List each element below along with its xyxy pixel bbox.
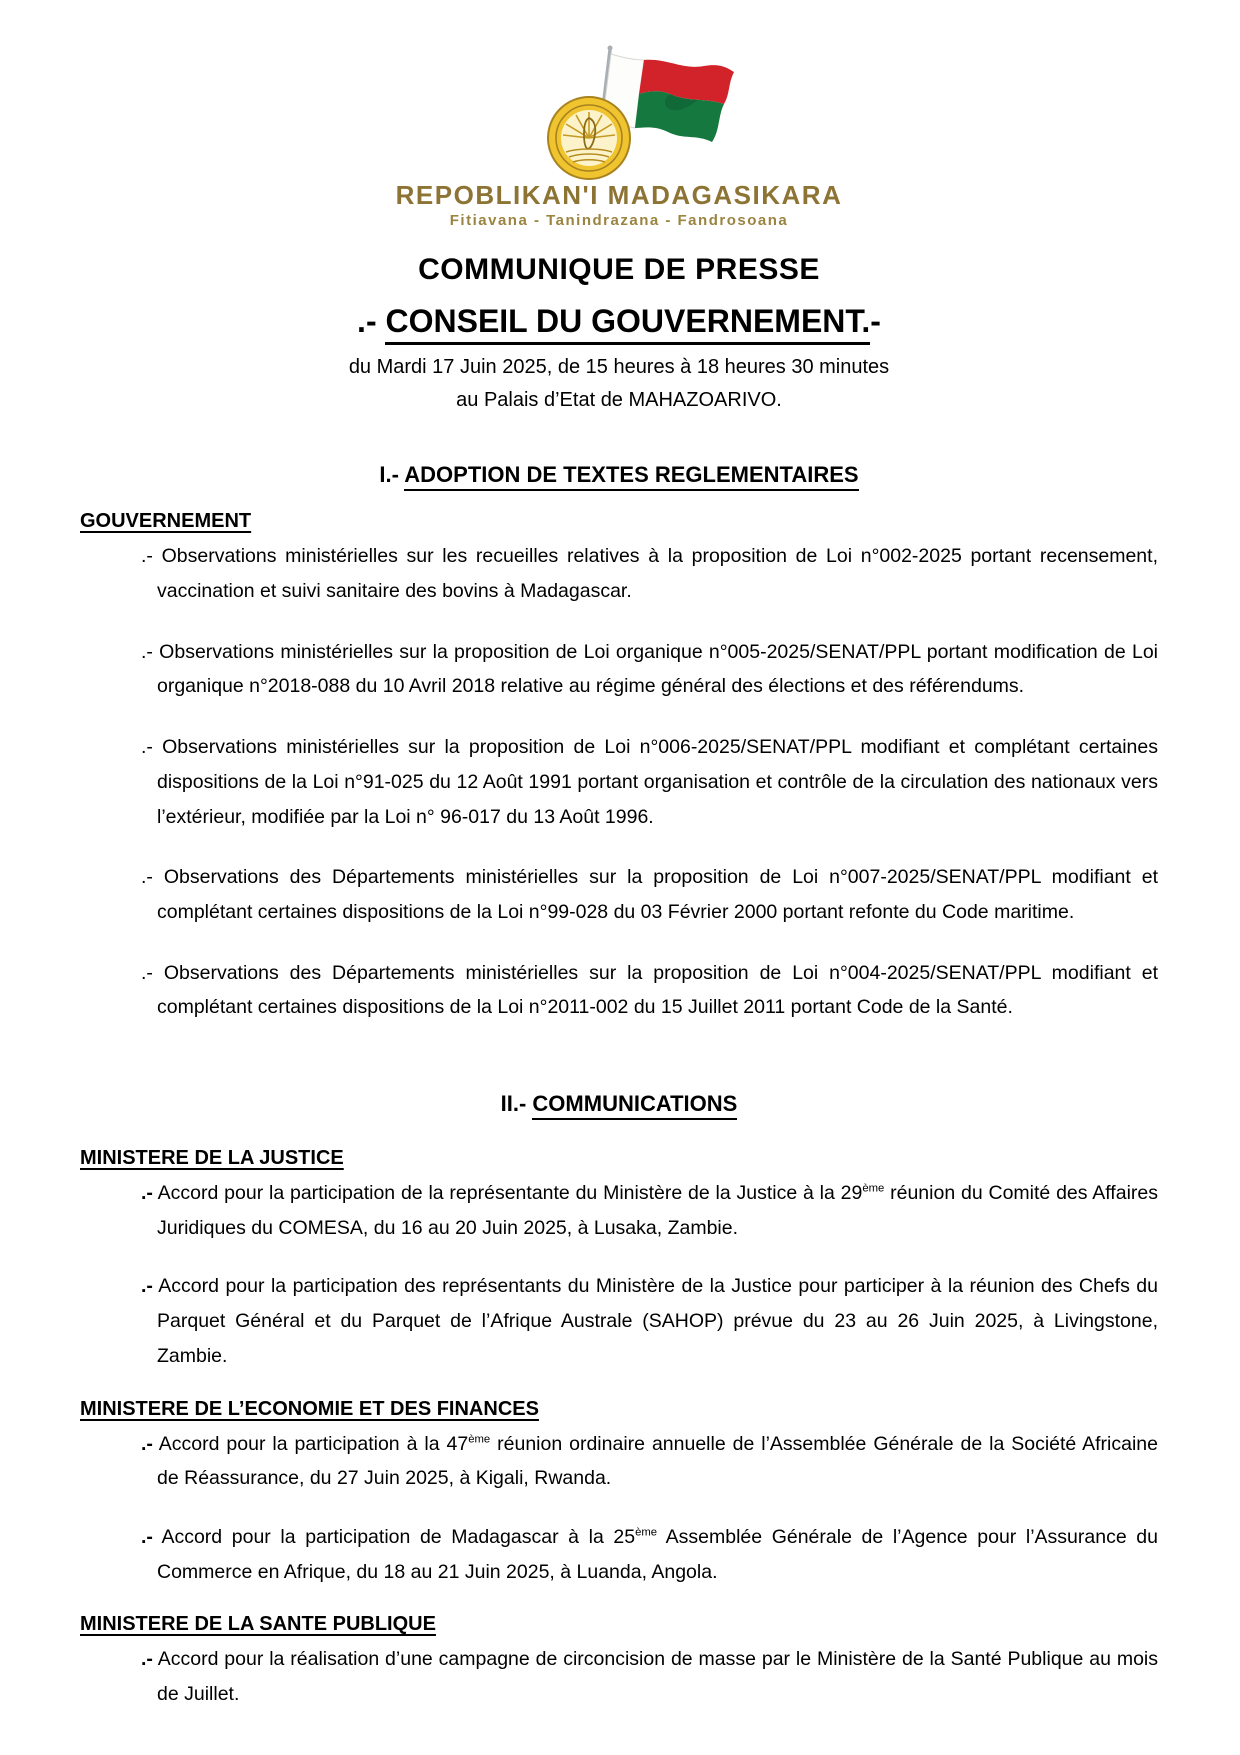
item-text: Accord pour la participation de Madagascar à la 25 xyxy=(152,1525,636,1548)
item-text: Observations des Départements ministérielles sur la proposition de Loi n°007-2025/SENAT/PPL modifiant et complétant certaines dispositions de la Loi n°99-028 du 03 Février 2000 portant refonte du Code maritime. xyxy=(152,866,1158,923)
adoption-item xyxy=(80,730,1158,834)
communication-item xyxy=(80,1269,1158,1373)
adoption-item xyxy=(80,539,1158,608)
item-text: Observations ministérielles sur la proposition de Loi n°006-2025/SENAT/PPL modifiant et complétant certaines dispositions de la Loi n°91-025 du 12 Août 1991 portant organisation et contrôle de la circulation des nationaux vers l’extérieur, modifiée par la Loi n° 96-017 du 13 Août 1996. xyxy=(152,736,1158,828)
bullet-marker: .- xyxy=(141,961,153,984)
flagpole-finial xyxy=(607,46,612,51)
communication-item xyxy=(80,1642,1158,1711)
subtitle-prefix: .- xyxy=(357,303,386,340)
ministry-health-heading: MINISTERE DE LA SANTE PUBLIQUE xyxy=(80,1613,436,1636)
adoption-item xyxy=(80,860,1158,929)
subtitle-suffix: - xyxy=(870,303,881,340)
item-text: Observations des Départements ministérielles sur la proposition de Loi n°004-2025/SENAT/PPL modifiant et complétant certaines dispositions de la Loi n°2011-002 du 15 Juillet 2011 portant Code de la Santé. xyxy=(152,961,1158,1019)
subtitle-main: CONSEIL DU GOUVERNEMENT. xyxy=(385,303,870,345)
item-text: Accord pour la participation des représentants du Ministère de la Justice pour participer à la réunion des Chefs du Parquet Général et du Parquet de l’Afrique Australe (SAHOP) prévue du 23 au 26 Juin 2025, à Livingstone, Zambie. xyxy=(152,1275,1158,1367)
section-2-number: II.- xyxy=(500,1091,533,1117)
item-sup: ème xyxy=(468,1433,491,1446)
bullet-marker: .- xyxy=(141,866,153,889)
madagascar-seal-flag-icon xyxy=(492,42,747,180)
session-date: du Mardi 17 Juin 2025, de 15 heures à 18 heures 30 minutes xyxy=(348,356,890,379)
ministry-economy-block xyxy=(80,1398,1158,1590)
item-text: Observations ministérielles sur la proposition de Loi organique n°005-2025/SENAT/PPL portant modification de Loi organique n°2018-088 du 10 Avril 2018 relative au régime général des élections et des référendums. xyxy=(152,640,1158,698)
republic-logo xyxy=(80,42,1158,229)
adoption-item xyxy=(80,956,1158,1025)
ministry-justice-heading: MINISTERE DE LA JUSTICE xyxy=(80,1147,344,1170)
item-sup: ème xyxy=(635,1526,658,1539)
item-text-after: Assemblée Générale de l’Agence pour l’Assurance du Commerce en Afrique, du 18 au 21 Juin 2025, à Luanda, Angola. xyxy=(157,1525,1158,1583)
subheading-gouvernement: GOUVERNEMENT xyxy=(80,510,252,533)
item-text: Observations ministérielles sur les recueilles relatives à la proposition de Loi n°002-2025 portant recensement, vaccination et suivi sanitaire des bovins à Madagascar. xyxy=(152,545,1158,602)
item-text-after: réunion du Comité des Affaires Juridiques du COMESA, du 16 au 20 Juin 2025, à Lusaka, Zambie. xyxy=(157,1182,1158,1239)
item-sup: ème xyxy=(862,1182,885,1195)
bullet-marker: .- xyxy=(141,1648,153,1671)
item-text-after: réunion ordinaire annuelle de l’Assemblée Générale de la Société Africaine de Réassurance, du 27 Juin 2025, à Kigali, Rwanda. xyxy=(157,1432,1159,1490)
bullet-marker: .- xyxy=(141,545,153,568)
national-motto: Fitiavana - Tanindrazana - Fandrosoana xyxy=(449,212,789,230)
communication-item xyxy=(80,1176,1158,1245)
communication-item xyxy=(80,1520,1158,1589)
communication-item xyxy=(80,1427,1158,1496)
section-1-heading xyxy=(80,462,1158,488)
bullet-marker: .- xyxy=(141,736,153,759)
bullet-marker: .- xyxy=(141,1275,153,1298)
item-text: Accord pour la participation de la représentante du Ministère de la Justice à la 29 xyxy=(152,1182,863,1205)
section-2-heading xyxy=(80,1091,1158,1117)
item-text: Accord pour la participation à la 47 xyxy=(152,1432,469,1455)
ministry-justice-block xyxy=(80,1147,1158,1374)
ministry-economy-heading: MINISTERE DE L’ECONOMIE ET DES FINANCES xyxy=(80,1397,539,1420)
section-1-number: I.- xyxy=(379,462,405,488)
session-venue: au Palais d’Etat de MAHAZOARIVO. xyxy=(456,389,782,412)
item-text: Accord pour la réalisation d’une campagne de circoncision de masse par le Ministère de la Santé Publique au mois de Juillet. xyxy=(152,1648,1158,1706)
section-1-title: ADOPTION DE TEXTES REGLEMENTAIRES xyxy=(404,462,858,491)
bullet-marker: .- xyxy=(141,640,153,663)
bullet-marker: .- xyxy=(141,1432,153,1455)
bullet-marker: .- xyxy=(141,1525,153,1548)
section-2-title: COMMUNICATIONS xyxy=(532,1091,737,1120)
bullet-marker: .- xyxy=(141,1182,153,1205)
adoption-item xyxy=(80,635,1158,704)
ministry-health-block xyxy=(80,1613,1158,1711)
country-name: REPOBLIKAN'I MADAGASIKARA xyxy=(395,180,843,210)
document-subtitle xyxy=(80,303,1158,340)
document-title: COMMUNIQUE DE PRESSE xyxy=(418,253,820,287)
